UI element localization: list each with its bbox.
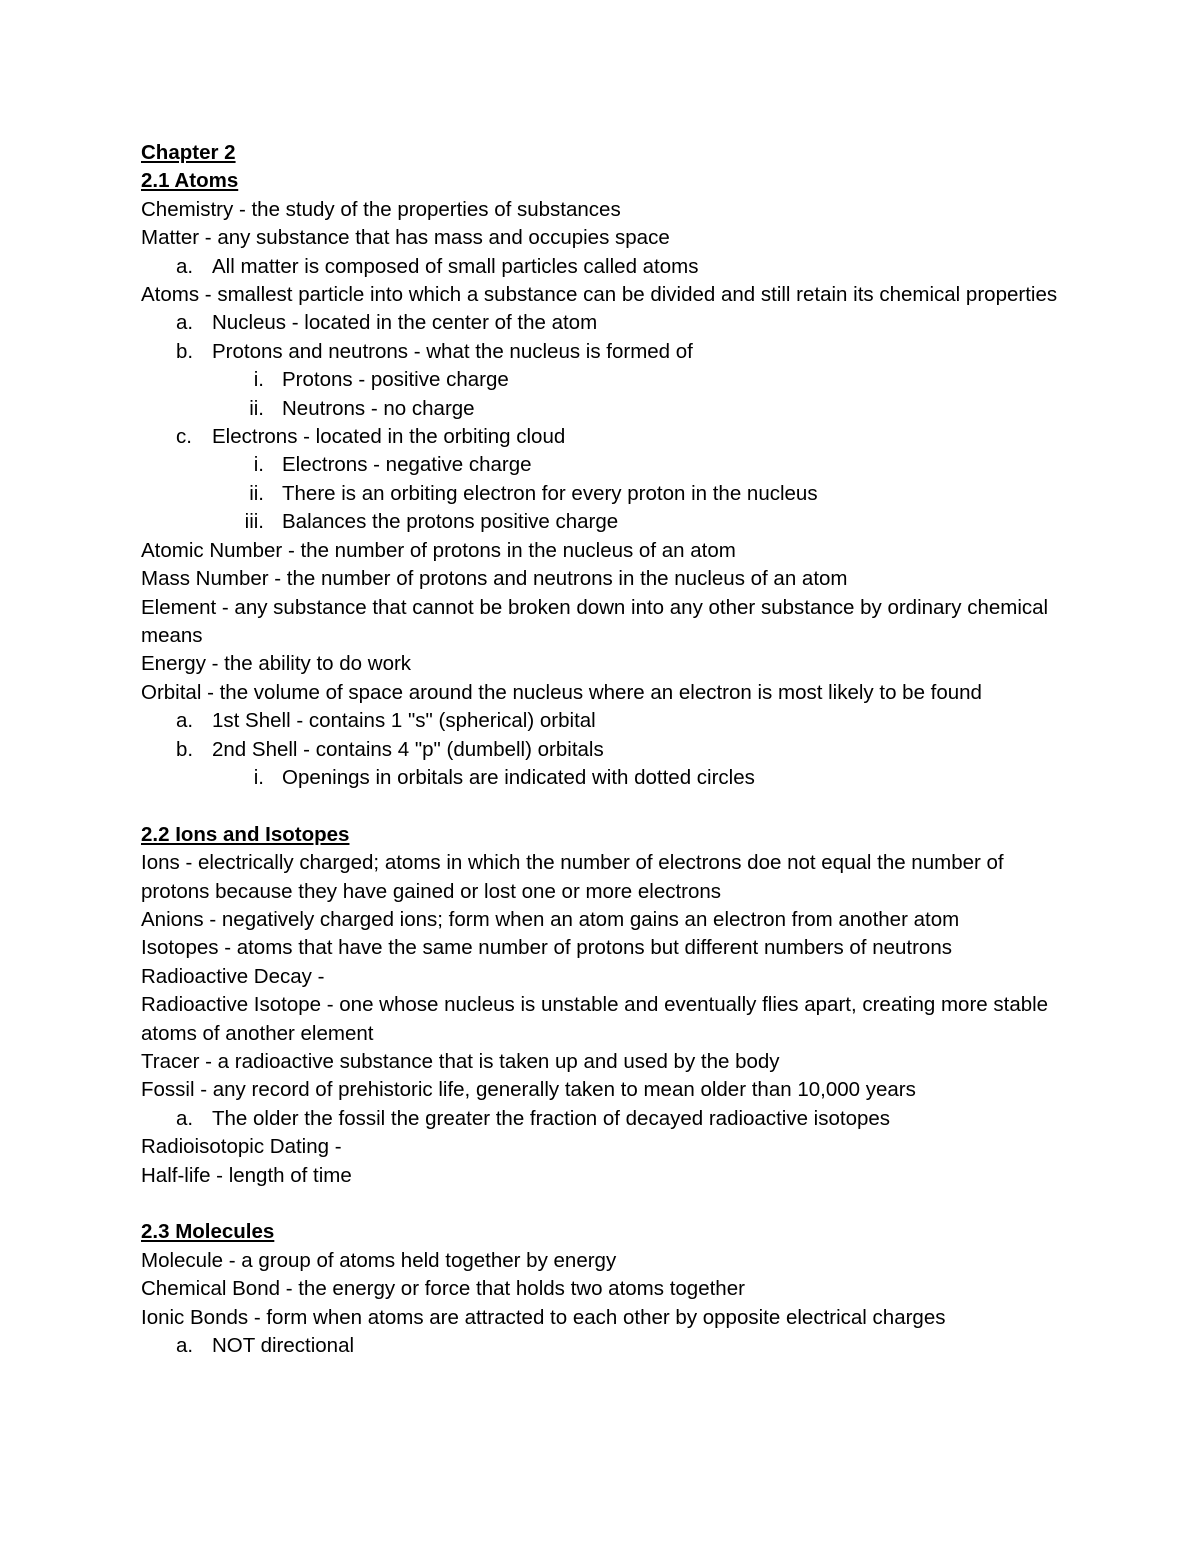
- list-marker: a.: [176, 709, 194, 733]
- list-item: [141, 423, 1061, 451]
- list-marker: i.: [253, 453, 264, 477]
- line-text: Orbital - the volume of space around the nucleus where an electron is most likely to be found: [141, 680, 982, 704]
- list-marker: a.: [176, 311, 194, 335]
- section-heading: 2.3 Molecules: [141, 1220, 275, 1244]
- list-marker: ii.: [249, 396, 264, 420]
- line-text: Protons - positive charge: [282, 368, 509, 392]
- definition-line: [141, 594, 1061, 651]
- list-marker: iii.: [244, 510, 264, 534]
- definition-line: [141, 849, 1061, 906]
- list-item: [141, 480, 1061, 508]
- line-text: Tracer - a radioactive substance that is taken up and used by the body: [141, 1049, 780, 1073]
- section-heading: 2.2 Ions and Isotopes: [141, 822, 350, 846]
- definition-line: [141, 565, 1061, 593]
- list-marker: a.: [176, 1106, 194, 1130]
- line-text: Radioactive Decay -: [141, 964, 325, 988]
- line-text: The older the fossil the greater the fraction of decayed radioactive isotopes: [212, 1106, 891, 1130]
- line-text: Ionic Bonds - form when atoms are attracted to each other by opposite electrical charges: [141, 1305, 946, 1329]
- list-item: [141, 508, 1061, 536]
- list-marker: c.: [176, 425, 192, 449]
- line-text: NOT directional: [212, 1334, 355, 1358]
- definition-line: [141, 281, 1061, 309]
- list-item: [141, 736, 1061, 764]
- line-text: Protons and neutrons - what the nucleus is formed of: [212, 339, 693, 363]
- list-item: [141, 366, 1061, 394]
- section-heading: 2.1 Atoms: [141, 169, 239, 193]
- line-text: Molecule - a group of atoms held together by energy: [141, 1248, 617, 1272]
- definition-line: [141, 1275, 1061, 1303]
- list-item: [141, 1105, 1061, 1133]
- line-text: Electrons - located in the orbiting cloud: [212, 425, 566, 449]
- list-item: [141, 707, 1061, 735]
- list-marker: b.: [176, 339, 194, 363]
- line-text: Matter - any substance that has mass and occupies space: [141, 226, 670, 250]
- list-marker: b.: [176, 737, 194, 761]
- line-text: Energy - the ability to do work: [141, 652, 412, 676]
- definition-line: [141, 1048, 1061, 1076]
- list-item: [141, 764, 1061, 792]
- list-marker: i.: [253, 765, 264, 789]
- definition-line: [141, 1076, 1061, 1104]
- chapter-title: Chapter 2: [141, 141, 236, 164]
- definition-line: [141, 1247, 1061, 1275]
- line-text: There is an orbiting electron for every proton in the nucleus: [282, 481, 818, 505]
- line-text: Openings in orbitals are indicated with dotted circles: [282, 765, 755, 789]
- definition-line: [141, 1304, 1061, 1332]
- document-body: [141, 139, 1061, 1360]
- line-text: Radioisotopic Dating -: [141, 1135, 342, 1159]
- definition-line: [141, 537, 1061, 565]
- line-text: Radioactive Isotope - one whose nucleus is unstable and eventually flies apart, creating more stable atoms of another element: [141, 993, 1049, 1045]
- line-text: 2nd Shell - contains 4 "p" (dumbell) orbitals: [212, 737, 604, 761]
- line-text: Fossil - any record of prehistoric life, generally taken to mean older than 10,000 years: [141, 1078, 916, 1102]
- definition-line: [141, 679, 1061, 707]
- line-text: Anions - negatively charged ions; form when an atom gains an electron from another atom: [141, 907, 960, 931]
- definition-line: [141, 1162, 1061, 1190]
- definition-line: [141, 906, 1061, 934]
- line-text: Electrons - negative charge: [282, 453, 532, 477]
- list-item: [141, 1332, 1061, 1360]
- list-item: [141, 253, 1061, 281]
- line-text: Ions - electrically charged; atoms in which the number of electrons doe not equal the number of protons because they have gained or lost one or more electrons: [141, 851, 1004, 903]
- list-marker: i.: [253, 368, 264, 392]
- list-item: [141, 395, 1061, 423]
- definition-line: [141, 224, 1061, 252]
- list-marker: ii.: [249, 481, 264, 505]
- line-text: Element - any substance that cannot be broken down into any other substance by ordinary chemical means: [141, 595, 1049, 647]
- definition-line: [141, 1133, 1061, 1161]
- line-text: Isotopes - atoms that have the same number of protons but different numbers of neutrons: [141, 936, 952, 960]
- line-text: All matter is composed of small particles called atoms: [212, 254, 699, 278]
- list-item: [141, 309, 1061, 337]
- line-text: Chemical Bond - the energy or force that holds two atoms together: [141, 1277, 745, 1301]
- line-text: Neutrons - no charge: [282, 396, 475, 420]
- list-marker: a.: [176, 1334, 194, 1358]
- line-text: Half-life - length of time: [141, 1163, 352, 1187]
- line-text: Atoms - smallest particle into which a substance can be divided and still retain its chemical properties: [141, 283, 1058, 307]
- definition-line: [141, 196, 1061, 224]
- line-text: 1st Shell - contains 1 "s" (spherical) orbital: [212, 709, 596, 733]
- definition-line: [141, 991, 1061, 1048]
- list-item: [141, 338, 1061, 366]
- line-text: Nucleus - located in the center of the atom: [212, 311, 598, 335]
- definition-line: [141, 650, 1061, 678]
- line-text: Chemistry - the study of the properties of substances: [141, 197, 621, 221]
- definition-line: [141, 963, 1061, 991]
- definition-line: [141, 934, 1061, 962]
- line-text: Mass Number - the number of protons and neutrons in the nucleus of an atom: [141, 567, 848, 591]
- line-text: Atomic Number - the number of protons in the nucleus of an atom: [141, 538, 736, 562]
- list-marker: a.: [176, 254, 194, 278]
- list-item: [141, 451, 1061, 479]
- line-text: Balances the protons positive charge: [282, 510, 619, 534]
